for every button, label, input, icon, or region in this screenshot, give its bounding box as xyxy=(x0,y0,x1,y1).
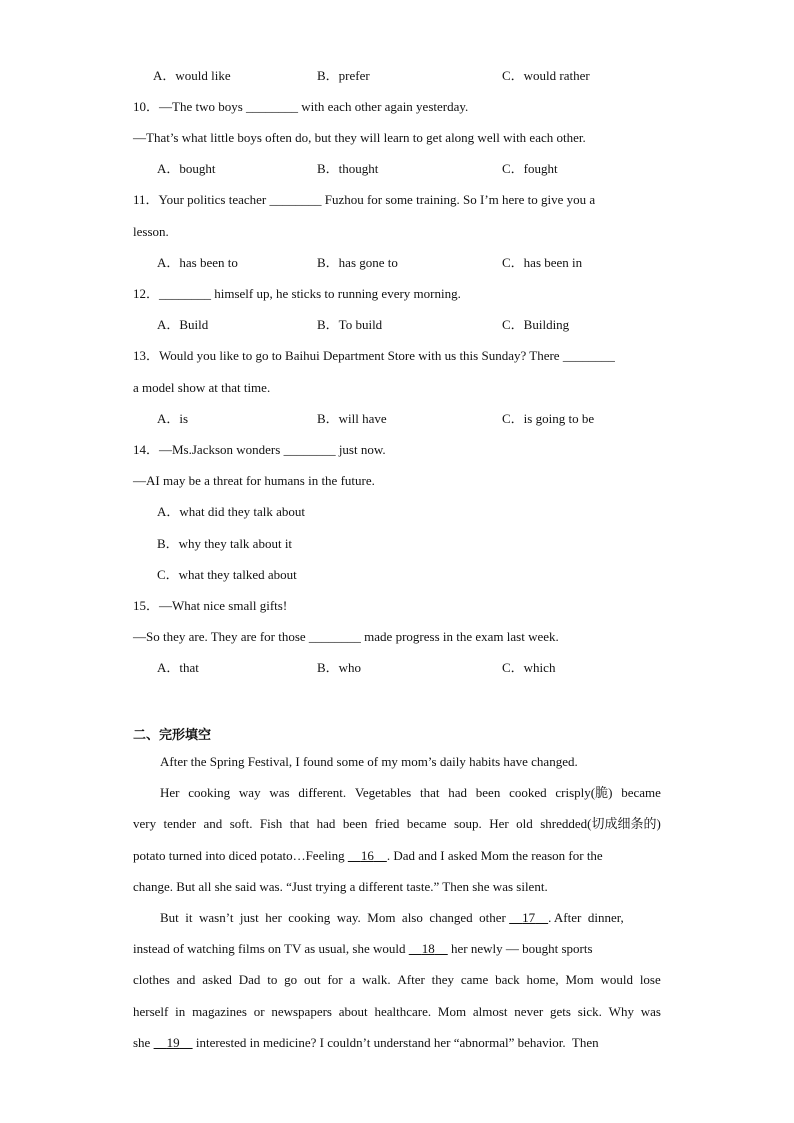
cloze-word: and xyxy=(176,972,196,987)
cloze-word: Her xyxy=(160,785,180,800)
cloze-word: way xyxy=(238,785,261,800)
q13-option-b[interactable]: B．will have xyxy=(317,411,387,426)
cloze-word: back xyxy=(495,972,520,987)
cloze-word: or xyxy=(253,1004,265,1019)
cloze-word: soft. xyxy=(229,816,253,831)
q10-option-b[interactable]: B．thought xyxy=(317,161,379,176)
cloze-word: Vegetables xyxy=(354,785,412,800)
q13-option-a[interactable]: A．is xyxy=(157,411,189,426)
cloze-word: home, xyxy=(526,972,559,987)
cloze-blank-18[interactable]: 18 xyxy=(421,941,435,956)
cloze-word: almost xyxy=(472,1004,508,1019)
cloze-word: Mom xyxy=(437,1004,467,1019)
cloze-blank-17[interactable]: 17 xyxy=(522,910,536,925)
cloze-text: But it wasn’t just her cooking way. Mom also changed other xyxy=(160,910,510,925)
cloze-word: for xyxy=(327,972,343,987)
q14-option-c[interactable]: C．what they talked about xyxy=(157,567,297,582)
cloze-word: been xyxy=(475,785,501,800)
q9-option-b[interactable]: B．prefer xyxy=(317,68,370,83)
q11-option-a[interactable]: A．has been to xyxy=(157,255,238,270)
cloze-word: herself xyxy=(133,1004,169,1019)
cloze-word: old xyxy=(516,816,533,831)
cloze-word: crisply(脆) xyxy=(555,785,613,800)
cloze-text: interested in medicine? I couldn’t understand her “abnormal” behavior. Then xyxy=(192,1035,599,1050)
q9-option-c[interactable]: C．would rather xyxy=(502,68,590,83)
q9-option-a[interactable]: A．would like xyxy=(153,68,231,83)
cloze-paragraph-1: After the Spring Festival, I found some of my mom’s daily habits have changed. xyxy=(160,754,578,769)
cloze-word: was xyxy=(640,1004,661,1019)
cloze-word: soup. xyxy=(453,816,482,831)
cloze-word: became xyxy=(621,785,661,800)
cloze-word: and xyxy=(203,816,223,831)
cloze-word: clothes xyxy=(133,972,170,987)
cloze-word: sick. xyxy=(577,1004,602,1019)
q11-option-b[interactable]: B．has gone to xyxy=(317,255,398,270)
cloze-word: magazines xyxy=(192,1004,247,1019)
cloze-word: tender xyxy=(163,816,197,831)
cloze-word: out xyxy=(303,972,321,987)
q14-option-a[interactable]: A．what did they talk about xyxy=(157,504,306,519)
cloze-word: Why xyxy=(608,1004,634,1019)
section-heading: 二、完形填空 xyxy=(133,728,212,743)
cloze-text: . After dinner, xyxy=(548,910,624,925)
cloze-word: they xyxy=(431,972,455,987)
cloze-word: that xyxy=(419,785,440,800)
cloze-p2-line-1 xyxy=(160,784,661,802)
cloze-word: had xyxy=(448,785,468,800)
q14-stem: 14．—Ms.Jackson wonders ________ just now. xyxy=(133,442,386,457)
q14-reply: —AI may be a threat for humans in the future. xyxy=(133,473,375,488)
cloze-p3-line-5 xyxy=(133,1034,661,1052)
cloze-word: came xyxy=(460,972,489,987)
q12-option-b[interactable]: B．To build xyxy=(317,317,383,332)
q10-option-a[interactable]: A．bought xyxy=(157,161,216,176)
q13-stem-cont: a model show at that time. xyxy=(133,380,271,395)
cloze-word: different. xyxy=(298,785,347,800)
cloze-word: After xyxy=(397,972,425,987)
cloze-word: never xyxy=(514,1004,544,1019)
q15-option-b[interactable]: B．who xyxy=(317,660,362,675)
cloze-text: her newly — bought sports xyxy=(447,941,593,956)
cloze-word: healthcare. xyxy=(374,1004,432,1019)
cloze-blank-16[interactable]: 16 xyxy=(360,848,374,863)
cloze-text: she xyxy=(133,1035,154,1050)
q11-option-c[interactable]: C．has been in xyxy=(502,255,583,270)
cloze-word: Dad xyxy=(238,972,261,987)
q10-reply: —That’s what little boys often do, but they will learn to get along well with each other. xyxy=(133,130,586,145)
cloze-p3-line-4 xyxy=(133,1003,661,1021)
cloze-word: Mom xyxy=(565,972,594,987)
cloze-word: was xyxy=(269,785,290,800)
cloze-text: potato turned into diced potato…Feeling xyxy=(133,848,348,863)
q15-option-a[interactable]: A．that xyxy=(157,660,199,675)
cloze-word: in xyxy=(175,1004,186,1019)
cloze-word: very xyxy=(133,816,157,831)
cloze-word: lose xyxy=(639,972,661,987)
cloze-blank-19[interactable]: 19 xyxy=(166,1035,180,1050)
cloze-word: go xyxy=(284,972,298,987)
cloze-text: instead of watching films on TV as usual, she would xyxy=(133,941,409,956)
cloze-word: to xyxy=(267,972,278,987)
q12-option-c[interactable]: C．Building xyxy=(502,317,570,332)
q10-option-c[interactable]: C．fought xyxy=(502,161,558,176)
cloze-word: Her xyxy=(489,816,509,831)
q13-stem: 13．Would you like to go to Baihui Department Store with us this Sunday? There ________ xyxy=(133,348,615,363)
q11-stem: 11．Your politics teacher ________ Fuzhou for some training. So I’m here to give you a xyxy=(133,192,596,207)
cloze-p2-line-4: change. But all she said was. “Just trying a different taste.” Then she was silent. xyxy=(133,879,548,894)
cloze-p2-line-3 xyxy=(133,847,661,865)
q15-stem: 15．—What nice small gifts! xyxy=(133,598,288,613)
cloze-word: became xyxy=(406,816,447,831)
q14-option-b[interactable]: B．why they talk about it xyxy=(157,536,293,551)
cloze-p3-line-1 xyxy=(160,909,661,927)
cloze-word: a xyxy=(349,972,356,987)
cloze-word: would xyxy=(600,972,633,987)
cloze-p3-line-2 xyxy=(133,940,661,958)
cloze-p3-line-3 xyxy=(133,971,661,989)
cloze-word: that xyxy=(289,816,310,831)
q11-stem-cont: lesson. xyxy=(133,224,169,239)
cloze-word: newspapers xyxy=(271,1004,332,1019)
cloze-p2-line-2 xyxy=(133,815,661,833)
q10-stem: 10．—The two boys ________ with each other again yesterday. xyxy=(133,99,469,114)
cloze-word: cooked xyxy=(509,785,547,800)
cloze-word: fried xyxy=(374,816,400,831)
cloze-text: . Dad and I asked Mom the reason for the xyxy=(386,848,603,863)
q15-option-c[interactable]: C．which xyxy=(502,660,556,675)
q13-option-c[interactable]: C．is going to be xyxy=(502,411,595,426)
cloze-word: about xyxy=(338,1004,368,1019)
cloze-word: gets xyxy=(549,1004,571,1019)
cloze-word: been xyxy=(342,816,368,831)
q12-stem: 12．________ himself up, he sticks to running every morning. xyxy=(133,286,461,301)
cloze-word: Fish xyxy=(259,816,283,831)
cloze-word: shredded(切成细条的) xyxy=(540,816,661,831)
cloze-word: cooking xyxy=(188,785,231,800)
cloze-word: had xyxy=(316,816,336,831)
q12-option-a[interactable]: A．Build xyxy=(157,317,209,332)
cloze-word: asked xyxy=(202,972,232,987)
q15-reply: —So they are. They are for those ________ made progress in the exam last week. xyxy=(133,629,559,644)
cloze-word: walk. xyxy=(362,972,391,987)
